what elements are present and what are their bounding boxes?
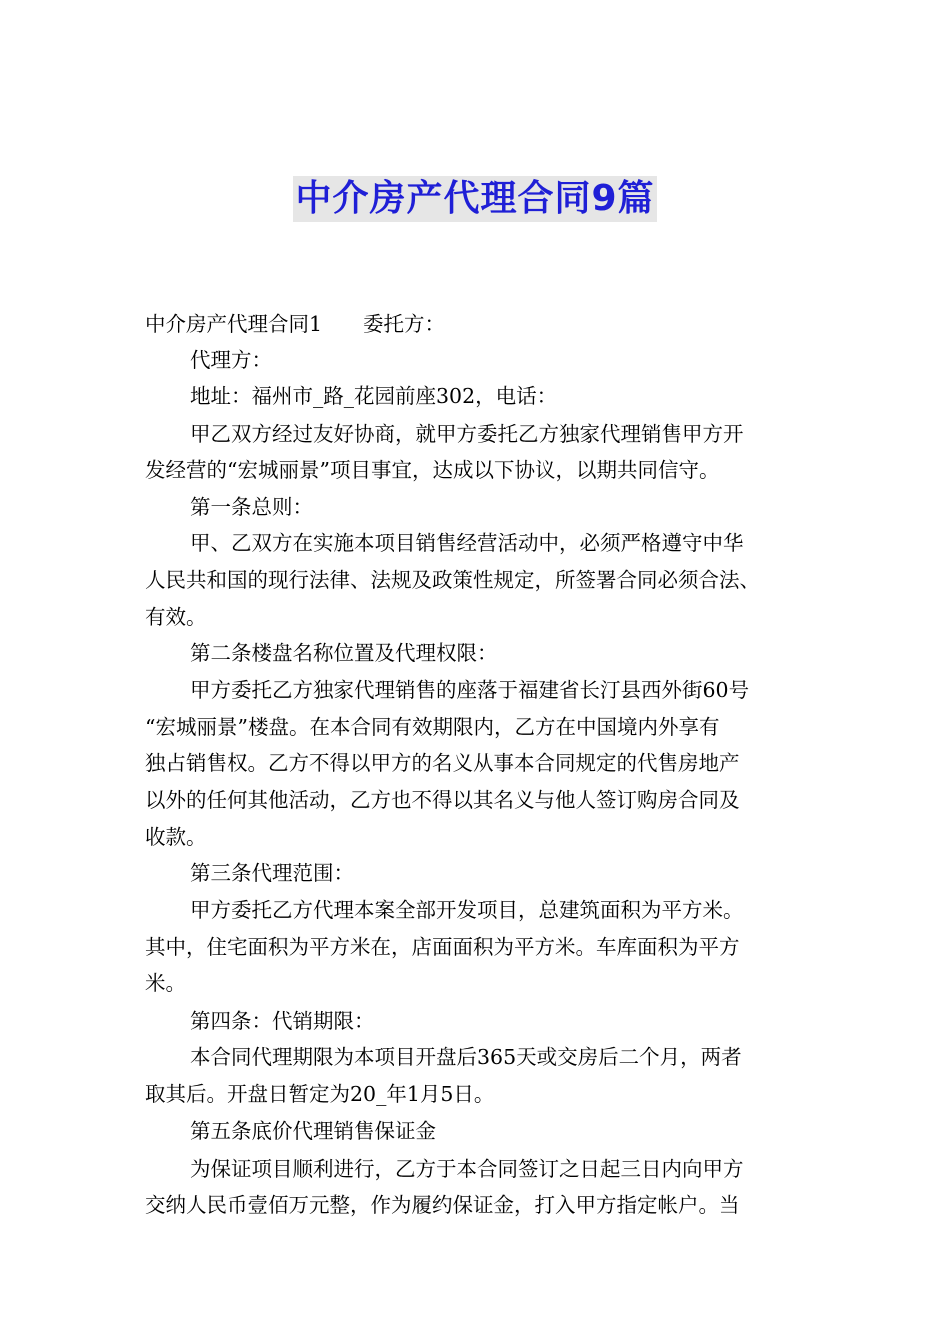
paragraph-line: 本合同代理期限为本项目开盘后365天或交房后二个月，两者 (190, 1045, 742, 1069)
paragraph-line: 甲、乙双方在实施本项目销售经营活动中，必须严格遵守中华 (190, 531, 744, 555)
paragraph-line: “宏城丽景”楼盘。在本合同有效期限内，乙方在中国境内外享有 (145, 715, 720, 739)
paragraph-line: 其中，住宅面积为平方米在，店面面积为平方米。车库面积为平方 (145, 935, 740, 959)
paragraph-line: 收款。 (145, 825, 207, 849)
title-container (0, 176, 950, 222)
paragraph-line: 发经营的“宏城丽景”项目事宜，达成以下协议，以期共同信守。 (145, 458, 720, 482)
paragraph-line: 第三条代理范围： (190, 861, 354, 885)
paragraph-line: 地址：福州市_路_花园前座302，电话： (190, 384, 558, 408)
paragraph-line: 第一条总则： (190, 495, 313, 519)
paragraph-line: 甲方委托乙方代理本案全部开发项目，总建筑面积为平方米。 (190, 898, 744, 922)
paragraph-line: 第四条：代销期限： (190, 1009, 375, 1033)
paragraph-line: 人民共和国的现行法律、法规及政策性规定，所签署合同必须合法、 (145, 568, 760, 592)
paragraph-line: 第二条楼盘名称位置及代理权限： (190, 641, 498, 665)
paragraph-line: 中介房产代理合同1 委托方： (145, 312, 446, 336)
paragraph-line: 甲乙双方经过友好协商，就甲方委托乙方独家代理销售甲方开 (190, 422, 744, 446)
paragraph-line: 以外的任何其他活动，乙方也不得以其名义与他人签订购房合同及 (145, 788, 740, 812)
paragraph-line: 为保证项目顺利进行，乙方于本合同签订之日起三日内向甲方 (190, 1157, 744, 1181)
paragraph-line: 取其后。开盘日暂定为20_年1月5日。 (145, 1082, 495, 1106)
paragraph-line: 第五条底价代理销售保证金 (190, 1119, 436, 1143)
paragraph-line: 代理方： (190, 348, 272, 372)
document-title: 中介房产代理合同9篇 (293, 176, 656, 222)
paragraph-line: 米。 (145, 971, 186, 995)
paragraph-line: 有效。 (145, 605, 207, 629)
paragraph-line: 交纳人民币壹佰万元整，作为履约保证金，打入甲方指定帐户。当 (145, 1193, 740, 1217)
paragraph-line: 甲方委托乙方独家代理销售的座落于福建省长汀县西外街60号 (190, 678, 750, 702)
paragraph-line: 独占销售权。乙方不得以甲方的名义从事本合同规定的代售房地产 (145, 751, 740, 775)
